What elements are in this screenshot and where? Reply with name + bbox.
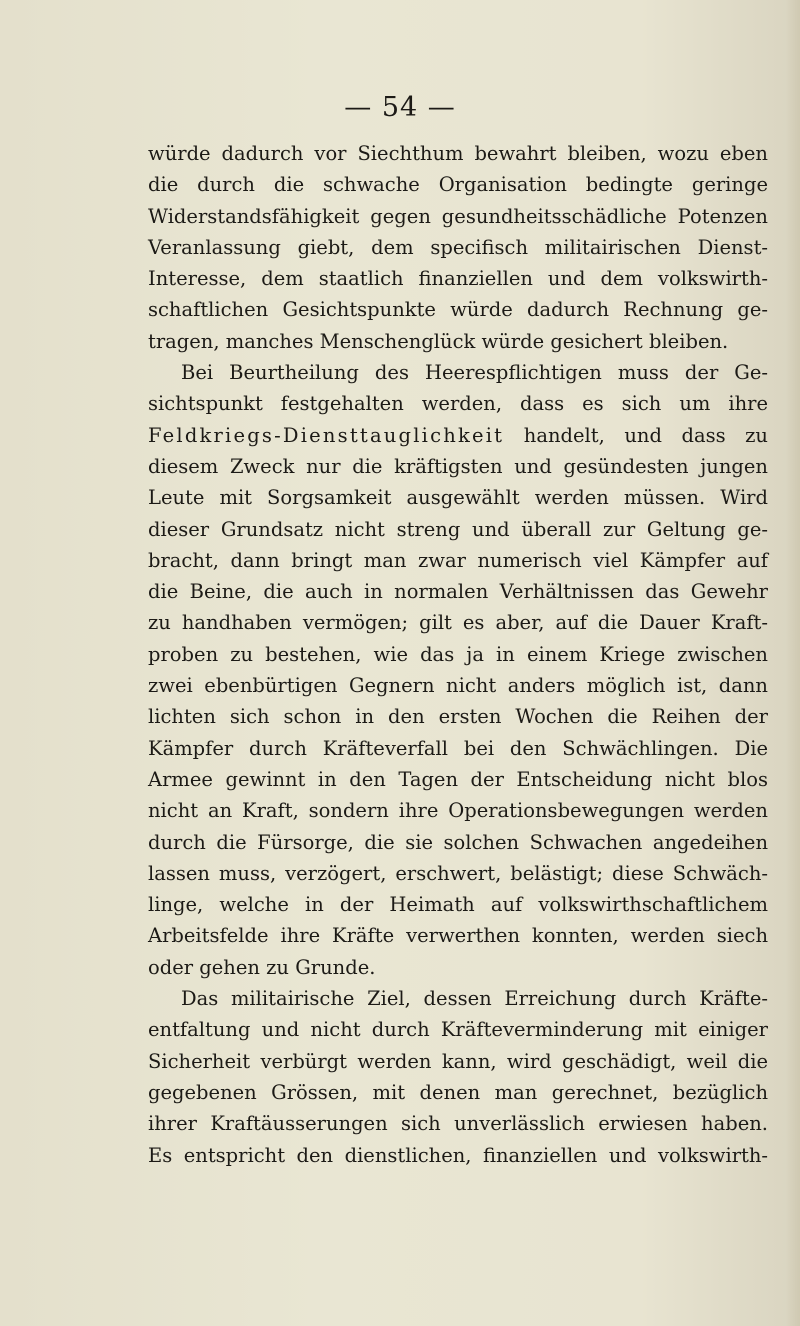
- text-line: dieser Grundsatz nicht streng und überall zur Geltung ge-: [148, 517, 768, 541]
- text-line: die Beine, die auch in normalen Verhältnissen das Gewehr: [148, 580, 768, 604]
- text-line: Leute mit Sorgsamkeit ausgewählt werden müssen. Wird: [148, 486, 768, 510]
- text-line: ihrer Kraftäusserungen sich unverlässlich erwiesen haben.: [148, 1112, 768, 1136]
- text-line: lassen muss, verzögert, erschwert, belästigt; diese Schwäch-: [148, 861, 768, 885]
- page-number: — 54 —: [344, 92, 456, 123]
- text-line: Es entspricht den dienstlichen, finanziellen und volkswirth-: [148, 1143, 768, 1167]
- text-line: Arbeitsfelde ihre Kräfte verwerthen konnten, werden siech: [148, 924, 768, 948]
- body-text: [148, 138, 768, 1171]
- emphasized-term: Feldkriegs-Diensttauglichkeit: [148, 423, 505, 447]
- text-line: gegebenen Grössen, mit denen man gerechnet, bezüglich: [148, 1080, 768, 1104]
- text-line: tragen, manches Menschenglück würde gesichert bleiben.: [148, 329, 729, 353]
- text-line: entfaltung und nicht durch Kräfteverminderung mit einiger: [148, 1018, 768, 1042]
- text-line: bracht, dann bringt man zwar numerisch viel Kämpfer auf: [148, 548, 768, 572]
- text-line: Veranlassung giebt, dem specifisch militairischen Dienst-: [148, 235, 768, 259]
- text-line: schaftlichen Gesichtspunkte würde dadurch Rechnung ge-: [148, 298, 768, 322]
- text-fragment: handelt, und dass zu: [504, 423, 768, 447]
- text-line: würde dadurch vor Siechthum bewahrt bleiben, wozu eben: [148, 142, 768, 165]
- text-line: zwei ebenbürtigen Gegnern nicht anders möglich ist, dann: [148, 674, 768, 698]
- text-line-emphasis: [148, 420, 768, 451]
- text-line: Kämpfer durch Kräfteverfall bei den Schwächlingen. Die: [148, 736, 768, 760]
- text-line: Widerstandsfähigkeit gegen gesundheitsschädliche Potenzen: [148, 204, 768, 228]
- text-line: Sicherheit verbürgt werden kann, wird geschädigt, weil die: [148, 1049, 768, 1073]
- text-line: Armee gewinnt in den Tagen der Entscheidung nicht blos: [148, 767, 768, 791]
- text-line: durch die Fürsorge, die sie solchen Schwachen angedeihen: [148, 830, 768, 854]
- text-line: Interesse, dem staatlich finanziellen und dem volkswirth-: [148, 267, 768, 291]
- text-line: proben zu bestehen, wie das ja in einem Kriege zwischen: [148, 642, 768, 666]
- text-line: linge, welche in der Heimath auf volkswirthschaftlichem: [148, 893, 768, 917]
- text-line: diesem Zweck nur die kräftigsten und gesündesten jungen: [148, 454, 768, 478]
- text-line: lichten sich schon in den ersten Wochen die Reihen der: [148, 705, 768, 729]
- text-line: oder gehen zu Grunde.: [148, 955, 376, 979]
- text-line: sichtspunkt festgehalten werden, dass es sich um ihre: [148, 392, 768, 416]
- text-line: Bei Beurtheilung des Heerespflichtigen muss der Ge-: [181, 361, 768, 385]
- text-line: die durch die schwache Organisation bedingte geringe: [148, 173, 768, 197]
- text-line: zu handhaben vermögen; gilt es aber, auf die Dauer Kraft-: [148, 611, 768, 635]
- page-edge-shadow: [786, 0, 800, 1326]
- text-line: Das militairische Ziel, dessen Erreichung durch Kräfte-: [181, 987, 768, 1011]
- text-line: nicht an Kraft, sondern ihre Operationsbewegungen werden: [148, 799, 768, 823]
